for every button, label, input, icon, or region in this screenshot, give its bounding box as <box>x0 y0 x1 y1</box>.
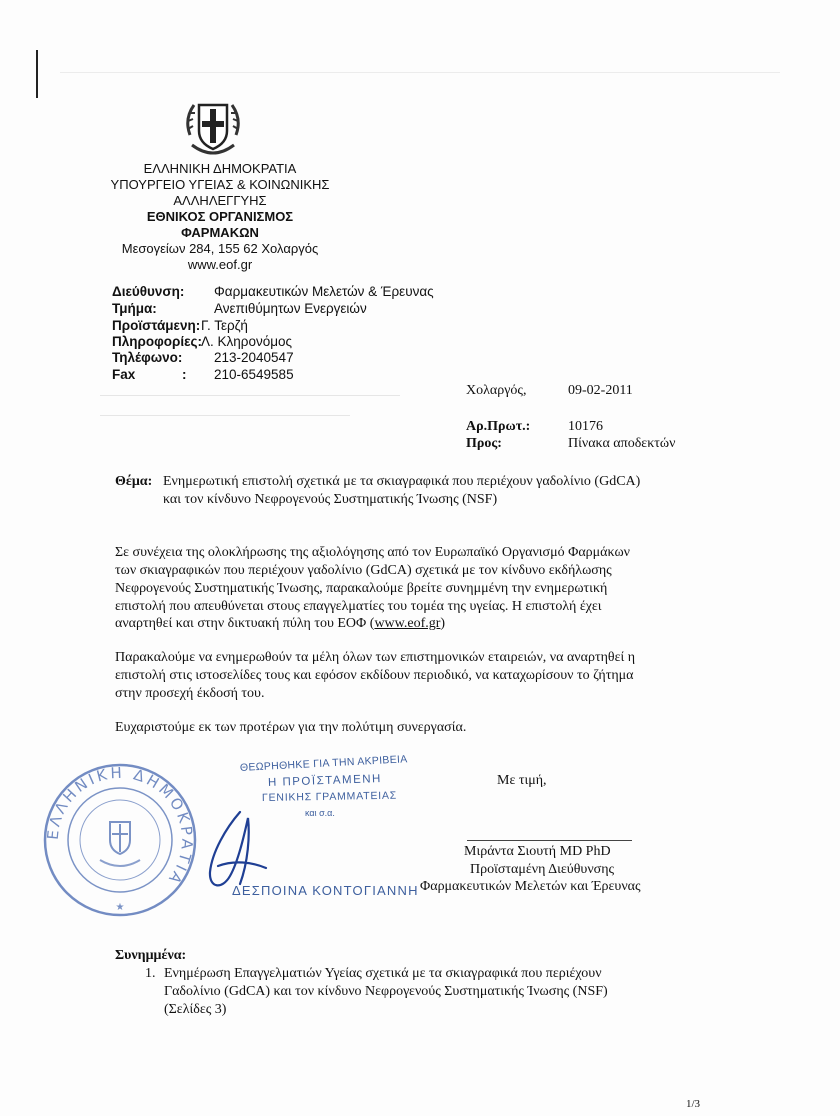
place-label: Χολαργός, <box>466 383 527 398</box>
fax-colon: : <box>182 367 187 382</box>
body-p1-line-5 <box>115 616 445 632</box>
attachments-label: Συνημμένα: <box>115 948 187 963</box>
body-p2-line-1: Παρακαλούμε να ενημερωθούν τα μέλη όλων των επιστημονικών εταιρειών, να αναρτηθεί η <box>115 650 636 665</box>
certification-stamp-line-4: και σ.α. <box>305 808 335 818</box>
department-value: Ανεπιθύμητων Ενεργειών <box>214 301 367 316</box>
certification-stamp-line-1: ΘΕΩΡΗΘΗΚΕ ΓΙΑ ΤΗΝ ΑΚΡΙΒΕΙΑ <box>239 753 408 774</box>
bleed-through-line <box>100 415 350 416</box>
recipient-value: Πίνακα αποδεκτών <box>568 436 676 451</box>
fax-value: 210-6549585 <box>214 367 294 382</box>
subject-line-2: και τον κίνδυνο Νεφρογενούς Συστηματικής Ίνωσης (NSF) <box>163 492 498 507</box>
signature-line <box>467 840 632 841</box>
letterhead-website: www.eof.gr <box>187 257 253 272</box>
head-label: Προϊστάμενη: <box>112 318 201 333</box>
department-label: Τμήμα: <box>112 301 157 316</box>
phone-label: Τηλέφωνο: <box>112 350 183 365</box>
subject-line-1: Ενημερωτική επιστολή σχετικά με τα σκιαγραφικά που περιέχουν γαδολίνιο (GdCA) <box>163 474 641 489</box>
attachment-line-2: Γαδολίνιο (GdCA) και τον κίνδυνο Νεφρογενούς Συστηματικής Ίνωσης (NSF) <box>164 984 608 999</box>
margin-mark <box>36 50 38 98</box>
letterhead-ministry-cont: ΑΛΛΗΛΕΓΓΥΗΣ <box>173 193 267 208</box>
directorate-label: Διεύθυνση: <box>112 284 185 299</box>
date-value: 09-02-2011 <box>568 383 633 398</box>
protocol-value: 10176 <box>568 419 603 434</box>
info-contact-value: Λ. Κληρονόμος <box>201 334 293 349</box>
body-p2-line-3: στην προσεχή έκδοσή του. <box>115 686 265 701</box>
body-p3: Ευχαριστούμε εκ των προτέρων για την πολύτιμη συνεργασία. <box>115 720 467 735</box>
letterhead-organization: ΕΘΝΙΚΟΣ ΟΡΓΑΝΙΣΜΟΣ <box>146 209 294 224</box>
page-number: 1/3 <box>686 1098 701 1110</box>
info-contact-label: Πληροφορίες: <box>112 334 203 349</box>
signatory-title-2: Φαρμακευτικών Μελετών και Έρευνας <box>420 879 641 894</box>
certification-stamp-line-3: ΓΕΝΙΚΗΣ ΓΡΑΜΜΑΤΕΙΑΣ <box>261 789 398 804</box>
signatory-name: Μιράντα Σιουτή MD PhD <box>464 844 611 859</box>
body-p1-line-4: επιστολή που απευθύνεται στους επαγγελματίες του τομέα της υγείας. Η επιστολή έχει <box>115 599 602 614</box>
official-seal-icon <box>40 760 200 920</box>
letterhead-organization-cont: ΦΑΡΜΑΚΩΝ <box>181 225 259 240</box>
body-p2-line-2: επιστολή στις ιστοσελίδες τους και εφόσον εκδίδουν περιοδικό, να καταχωρίσουν το ζήτημα <box>115 668 634 683</box>
fax-label: Fax <box>112 367 136 382</box>
eof-website-link[interactable]: www.eof.gr <box>374 616 441 631</box>
subject-label: Θέμα: <box>115 474 153 489</box>
svg-text:★: ★ <box>115 902 125 913</box>
bleed-through-line <box>60 72 780 73</box>
head-value: Γ. Τερζή <box>201 318 248 333</box>
certification-stamp-line-2: Η ΠΡΟΪΣΤΑΜΕΝΗ <box>267 773 383 789</box>
body-p1-line-5-text: αναρτηθεί και στην δικτυακή πύλη του ΕΟΦ ( <box>115 616 375 631</box>
attachment-line-1: Ενημέρωση Επαγγελματιών Υγείας σχετικά με τα σκιαγραφικά που περιέχουν <box>164 966 602 981</box>
closing-text: Με τιμή, <box>497 773 547 788</box>
greek-coat-of-arms-icon <box>180 95 246 161</box>
body-p1-line-3: Νεφρογενούς Συστηματικής Ίνωσης, παρακαλούμε βρείτε συνημμένη την ενημερωτική <box>115 581 608 596</box>
signatory-title-1: Προϊσταμένη Διεύθυνσης <box>470 862 615 877</box>
directorate-value: Φαρμακευτικών Μελετών & Έρευνας <box>214 284 434 299</box>
phone-value: 213-2040547 <box>214 350 294 365</box>
attachment-line-3: (Σελίδες 3) <box>164 1002 227 1017</box>
body-p1-line-1: Σε συνέχεια της ολοκλήρωσης της αξιολόγησης από τον Ευρωπαϊκό Οργανισμό Φαρμάκων <box>115 545 630 560</box>
seal-text: ΕΛΛΗΝΙΚΗ ΔΗΜΟΚΡΑΤΙΑ <box>43 763 197 890</box>
letterhead-country: ΕΛΛΗΝΙΚΗ ΔΗΜΟΚΡΑΤΙΑ <box>143 161 297 176</box>
recipient-label: Προς: <box>466 436 502 451</box>
body-p1-line-2: των σκιαγραφικών που περιέχουν γαδολίνιο (GdCA) σχετικά με τον κίνδυνο εκδήλωσης <box>115 563 612 578</box>
letterhead-address: Μεσογείων 284, 155 62 Χολαργός <box>121 241 319 256</box>
handwritten-signature-icon <box>200 806 272 896</box>
attachment-number: 1. <box>145 966 156 981</box>
letterhead-ministry: ΥΠΟΥΡΓΕΙΟ ΥΓΕΙΑΣ & ΚΟΙΝΩΝΙΚΗΣ <box>110 177 330 192</box>
bleed-through-line <box>100 395 400 396</box>
protocol-label: Αρ.Πρωτ.: <box>466 419 531 434</box>
certification-stamp-name: ΔΕΣΠΟΙΝΑ ΚΟΝΤΟΓΙΑΝΝΗ <box>232 883 419 898</box>
body-p1-line-5-close: ) <box>440 616 446 631</box>
